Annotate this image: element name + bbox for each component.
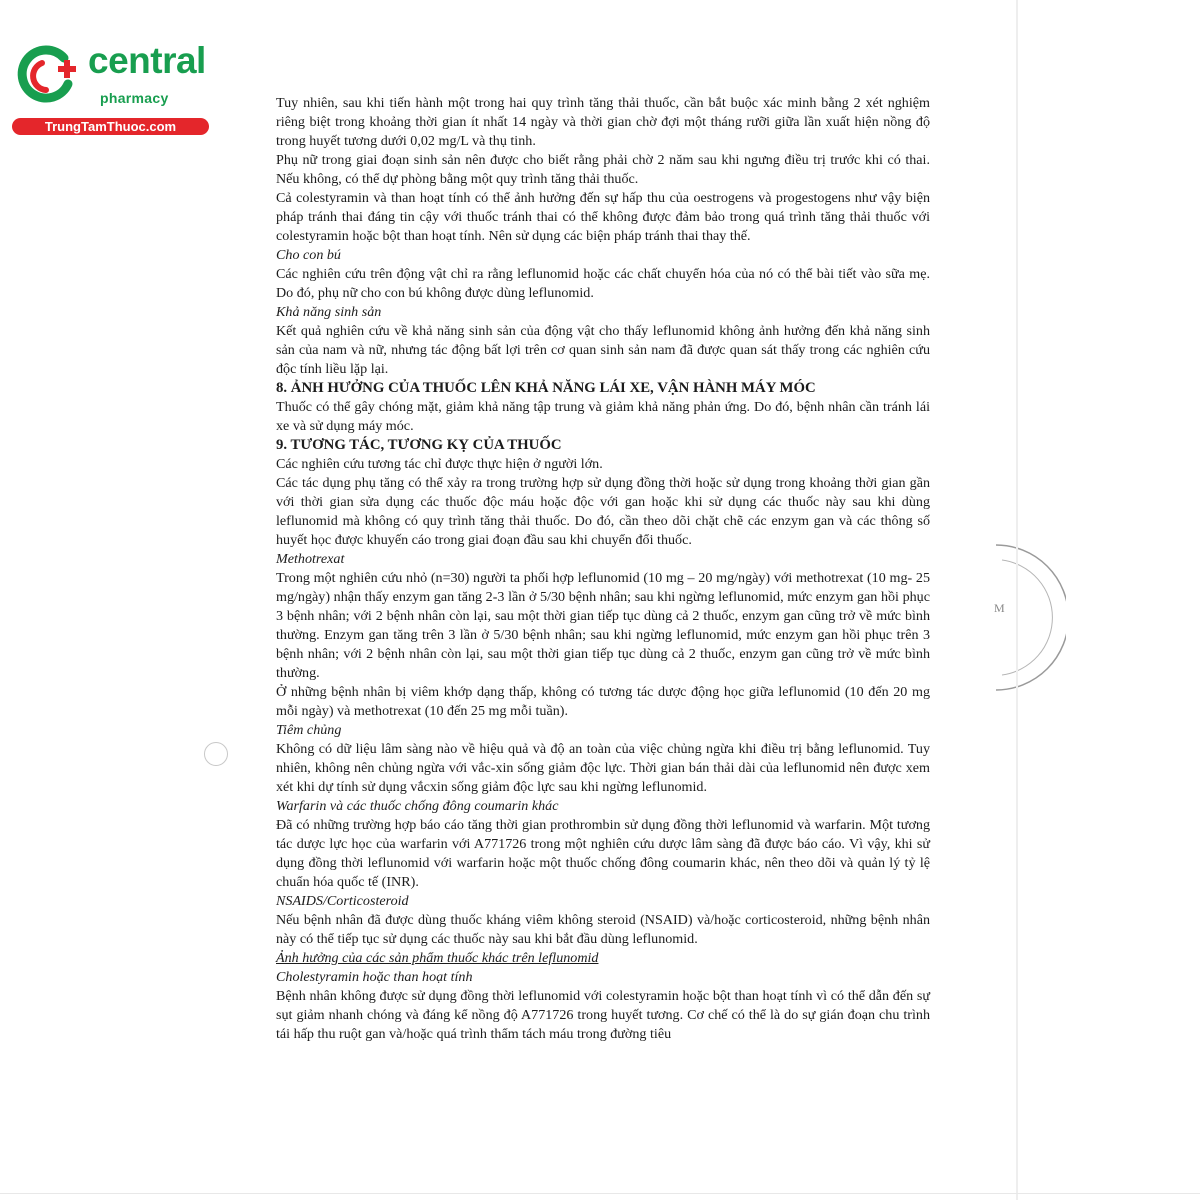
paragraph-2: Phụ nữ trong giai đoạn sinh sản nên được cho biết rằng phải chờ 2 năm sau khi ngưng điều trị trước khi có thai. Nếu không, có thể dự phòng bằng một quy trình tăng thải thuốc. (276, 152, 930, 187)
subheading-cho-con-bu: Cho con bú (276, 247, 341, 263)
subheading-warfarin: Warfarin và các thuốc chống đông coumarin khác (276, 798, 559, 814)
section-heading-9: 9. TƯƠNG TÁC, TƯƠNG KỴ CỦA THUỐC (276, 437, 562, 453)
page-edge-right (1016, 0, 1018, 1200)
stamp-letter: M (994, 601, 1005, 615)
logo-wordmark: central (88, 40, 206, 81)
hole-punch-mark (204, 742, 228, 766)
paragraph-10: Ở những bệnh nhân bị viêm khớp dạng thấp, không có tương tác dược động học giữa leflunomid (10 đến 20 mg mỗi ngày) và methotrexat (10 đến 25 mg mỗi tuần). (276, 684, 930, 719)
subheading-nsaids: NSAIDS/Corticosteroid (276, 893, 409, 909)
paragraph-11: Không có dữ liệu lâm sàng nào về hiệu quả và độ an toàn của việc chủng ngừa khi điều trị bằng leflunomid. Tuy nhiên, không nên chủng ngừa với vắc-xin sống giảm độc lực. Thời gian bán thải dài của leflunomid nên được xem xét khi dự tính sử dụng vắcxin sống giảm độc lực sau khi ngừng leflunomid. (276, 741, 930, 795)
paragraph-3: Cả colestyramin và than hoạt tính có thể ảnh hưởng đến sự hấp thu của oestrogens và progestogens như vậy biện pháp tránh thai đáng tin cậy với thuốc tránh thai có thể không được đảm bảo trong quá trình tăng thải thuốc với colestyramin hoặc bột than hoạt tính. Nên sử dụng các biện pháp tránh thai thay thế. (276, 190, 930, 244)
page-edge-bottom (0, 1193, 1200, 1194)
document-page (276, 94, 930, 1044)
paragraph-7: Các nghiên cứu tương tác chỉ được thực hiện ở người lớn. (276, 456, 603, 472)
paragraph-9: Trong một nghiên cứu nhỏ (n=30) người ta phối hợp leflunomid (10 mg – 20 mg/ngày) với methotrexat (10 mg- 25 mg/ngày) nhận thấy enzym gan tăng 2-3 lần ở 5/30 bệnh nhân; sau khi ngừng leflunomid, mức enzym gan hồi phục 3 bệnh nhân; với 2 bệnh nhân còn lại, sau một thời gian tiếp tục dùng cả 2 thuốc, enzym gan cũng trở về mức bình thường. Enzym gan tăng trên 3 lần ở 5/30 bệnh nhân; sau khi ngừng leflunomid, mức enzym gan hồi phục trên 3 bệnh nhân; với 2 bệnh nhân còn lại, sau một thời gian tiếp tục dùng cả 2 thuốc, enzym gan cũng trở về mức bình thường. (276, 570, 930, 681)
paragraph-1: Tuy nhiên, sau khi tiến hành một trong hai quy trình tăng thải thuốc, cần bắt buộc xác minh bằng 2 xét nghiệm riêng biệt trong khoảng thời gian ít nhất 14 ngày và thời gian chờ đợi một tháng rưỡi giữa lần xuất hiện nồng độ trong huyết tương dưới 0,02 mg/L và thụ tinh. (276, 95, 930, 149)
subheading-cholestyramin: Cholestyramin hoặc than hoạt tính (276, 969, 473, 985)
subheading-methotrexat: Methotrexat (276, 551, 345, 567)
central-pharmacy-logo (12, 38, 212, 138)
pharmacy-cross-icon (12, 38, 82, 108)
paragraph-8: Các tác dụng phụ tăng có thể xảy ra trong trường hợp sử dụng đồng thời hoặc sử dụng trong khoảng thời gian gần với thời gian sửa dụng các thuốc độc máu hoặc độc với gan hoặc khi sử dụng các thuốc này sau khi dùng leflunomid mà không có quy trình tăng thải thuốc. Do đó, cần theo dõi chặt chẽ các enzym gan và các thông số huyết học được khuyến cáo trong giai đoạn đầu sau khi chuyển đổi thuốc. (276, 475, 930, 548)
subheading-kha-nang-sinh-san: Khả năng sinh sản (276, 304, 382, 320)
paragraph-13: Nếu bệnh nhân đã được dùng thuốc kháng viêm không steroid (NSAID) và/hoặc corticosteroid, những bệnh nhân này có thể tiếp tục sử dụng các thuốc này sau khi bắt đầu dùng leflunomid. (276, 912, 930, 947)
logo-subtitle: pharmacy (100, 90, 169, 106)
paragraph-5: Kết quả nghiên cứu về khả năng sinh sản của động vật cho thấy leflunomid không ảnh hưởng đến khả năng sinh sản của nam và nữ, nhưng tác động bất lợi trên cơ quan sinh sản nam đã được quan sát thấy trong các nghiên cứu độc tính liều lặp lại. (276, 323, 930, 377)
partial-seal-stamp (986, 540, 1066, 700)
subheading-tiem-chung: Tiêm chủng (276, 722, 342, 738)
logo-website-badge: TrungTamThuoc.com (12, 118, 209, 135)
paragraph-14: Bệnh nhân không được sử dụng đồng thời leflunomid với colestyramin hoặc bột than hoạt tính vì có thể dẫn đến sự sụt giảm nhanh chóng và đáng kể nồng độ A771726 trong huyết tương. Cơ chế có thể là do sự gián đoạn chu trình tái hấp thu ruột gan và/hoặc quá trình thẩm tách máu trong đường tiêu (276, 988, 930, 1042)
paragraph-6: Thuốc có thể gây chóng mặt, giảm khả năng tập trung và giảm khả năng phản ứng. Do đó, bệnh nhân cần tránh lái xe và sử dụng máy móc. (276, 399, 930, 434)
paragraph-4: Các nghiên cứu trên động vật chỉ ra rằng leflunomid hoặc các chất chuyển hóa của nó có thể bài tiết vào sữa mẹ. Do đó, phụ nữ cho con bú không được dùng leflunomid. (276, 266, 930, 301)
subheading-anh-huong: Ảnh hưởng của các sản phẩm thuốc khác trên leflunomid (276, 950, 599, 966)
section-heading-8: 8. ẢNH HƯỞNG CỦA THUỐC LÊN KHẢ NĂNG LÁI XE, VẬN HÀNH MÁY MÓC (276, 380, 816, 396)
paragraph-12: Đã có những trường hợp báo cáo tăng thời gian prothrombin sử dụng đồng thời leflunomid và warfarin. Một tương tác dược lực học của warfarin với A771726 trong một nghiên cứu dược lâm sàng đã được báo cáo. Vì vậy, khi sử dụng đồng thời leflunomid với warfarin hoặc một thuốc chống đông coumarin khác, nên theo dõi và quản lý tỷ lệ chuẩn hóa quốc tế (INR). (276, 817, 930, 890)
